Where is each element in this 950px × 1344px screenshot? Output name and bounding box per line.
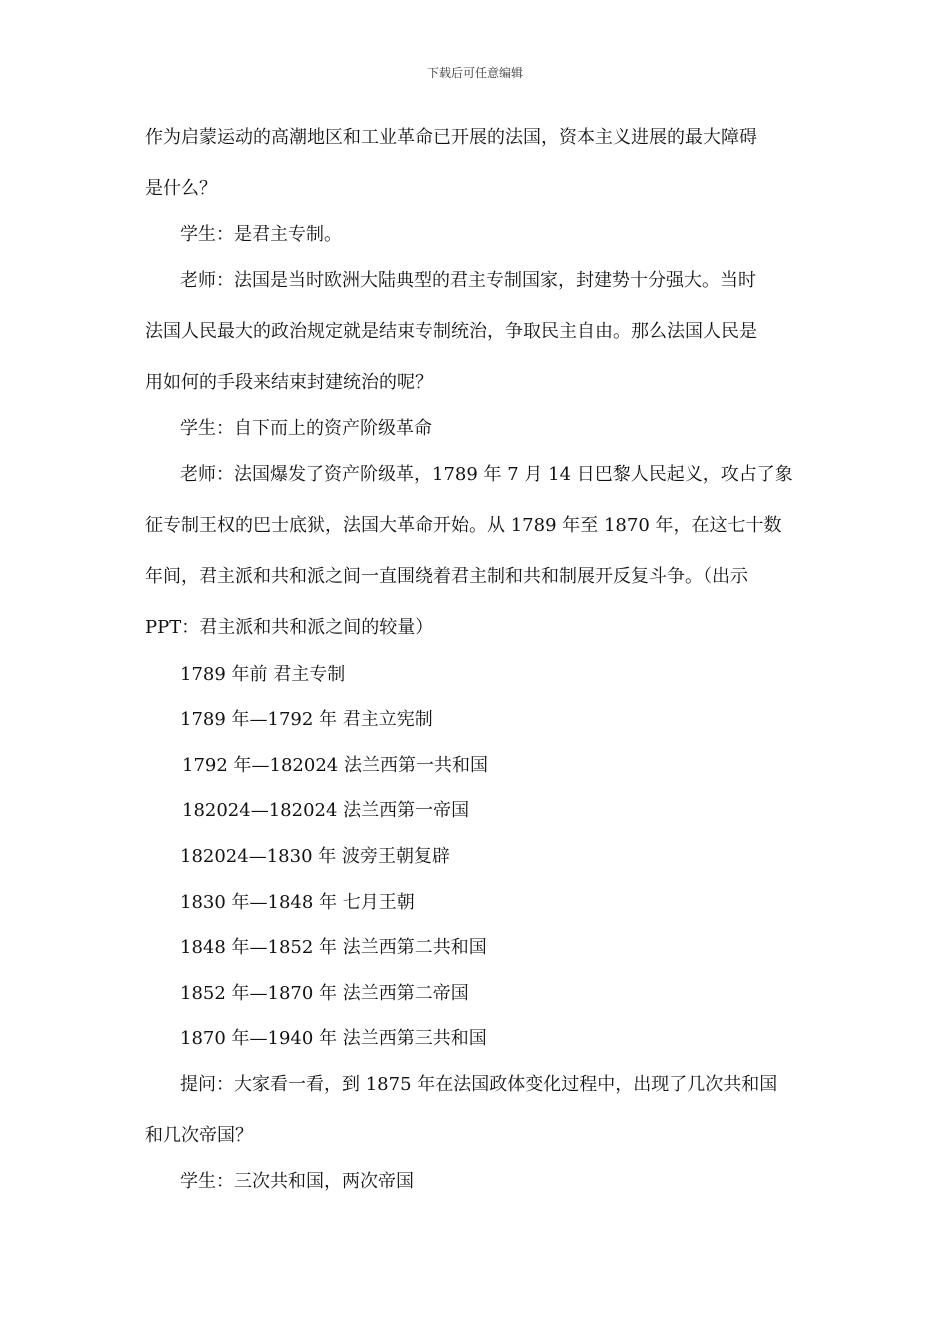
text-line: 征专制王权的巴士底狱，法国大革命开始。从 1789 年至 1870 年，在这七十数 — [145, 515, 782, 536]
text-line: 182024—1830 年 波旁王朝复辟 — [180, 846, 450, 867]
page-header: 下载后可任意编辑 — [426, 66, 523, 80]
text-line: 学生：自下而上的资产阶级革命 — [180, 418, 432, 439]
text-line: 是什么？ — [145, 178, 217, 199]
text-line: 学生：三次共和国，两次帝国 — [180, 1171, 414, 1192]
text-line: 法国人民最大的政治规定就是结束专制统治，争取民主自由。那么法国人民是 — [145, 321, 757, 342]
text-line: 1848 年—1852 年 法兰西第二共和国 — [180, 937, 487, 958]
text-line: 用如何的手段来结束封建统治的呢？ — [145, 372, 433, 393]
text-line: 学生：是君主专制。 — [180, 224, 342, 245]
text-line: 年间，君主派和共和派之间一直围绕着君主制和共和制展开反复斗争。（出示 — [145, 566, 748, 587]
text-line: 1789 年前 君主专制 — [180, 664, 346, 685]
text-line: 老师：法国爆发了资产阶级革，1789 年 7 月 14 日巴黎人民起义，攻占了象 — [180, 464, 793, 485]
text-line: 1870 年—1940 年 法兰西第三共和国 — [180, 1028, 487, 1049]
text-line: 作为启蒙运动的高潮地区和工业革命已开展的法国，资本主义进展的最大障碍 — [145, 127, 757, 148]
text-line: 提问：大家看一看，到 1875 年在法国政体变化过程中，出现了几次共和国 — [180, 1074, 778, 1095]
text-line: PPT：君主派和共和派之间的较量） — [145, 617, 434, 638]
text-line: 1792 年—182024 法兰西第一共和国 — [182, 755, 488, 776]
text-line: 和几次帝国？ — [145, 1125, 253, 1146]
text-line: 182024—182024 法兰西第一帝国 — [182, 800, 470, 821]
text-line: 老师：法国是当时欧洲大陆典型的君主专制国家，封建势十分强大。当时 — [180, 270, 756, 291]
text-line: 1830 年—1848 年 七月王朝 — [180, 892, 415, 913]
text-line: 1789 年—1792 年 君主立宪制 — [180, 709, 433, 730]
text-line: 1852 年—1870 年 法兰西第二帝国 — [180, 983, 469, 1004]
